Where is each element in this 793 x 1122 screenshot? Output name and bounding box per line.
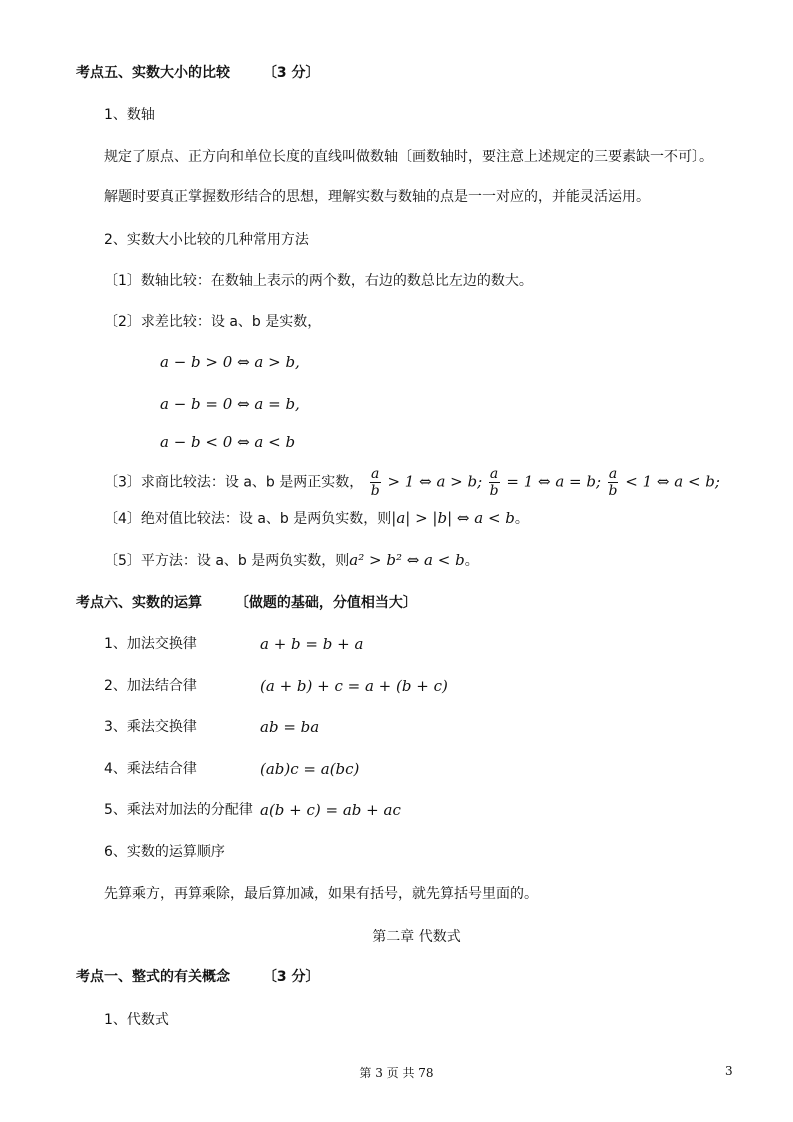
page-number: 3 bbox=[725, 1064, 733, 1078]
law-distributive: 5、乘法对加法的分配律 bbox=[104, 802, 253, 818]
law-multiplication-commutative: 3、乘法交换律 bbox=[104, 719, 197, 735]
formula-diff-zero: a − b = 0 ⇔ a = b, bbox=[160, 395, 300, 413]
method-1: 〔1〕数轴比较：在数轴上表示的两个数，右边的数总比左边的数大。 bbox=[104, 273, 533, 289]
law-multiplication-associative: 4、乘法结合律 bbox=[104, 761, 197, 777]
section-heading-k1 bbox=[76, 967, 320, 987]
item-number-line: 1、数轴 bbox=[104, 107, 155, 123]
quotient-greater: > 1 ⇔ a > b; bbox=[382, 472, 483, 491]
paragraph-operation-order: 先算乘方，再算乘除，最后算加减，如果有括号，就先算括号里面的。 bbox=[104, 886, 538, 902]
formula-absolute-value: |a| > |b| ⇔ a < b bbox=[391, 509, 515, 527]
item-operation-order: 6、实数的运算顺序 bbox=[104, 844, 225, 860]
paragraph-number-line-definition: 规定了原点、正方向和单位长度的直线叫做数轴〔画数轴时，要注意上述规定的三要素缺一不可〕。 bbox=[104, 149, 713, 165]
section-heading-text: 考点六、实数的运算 bbox=[76, 595, 202, 611]
method-3-text: 〔3〕求商比较法：设 a、b 是两正实数， bbox=[104, 474, 364, 491]
method-4-text: 〔4〕绝对值比较法：设 a、b 是两负实数，则 bbox=[104, 511, 392, 527]
method-3 bbox=[104, 466, 720, 499]
method-5: 〔5〕平方法：设 a、b 是两负实数，则a² > b² ⇔ a < b。 bbox=[104, 551, 479, 569]
formula-addition-commutative: a + b = b + a bbox=[260, 635, 364, 653]
formula-squares: a² > b² ⇔ a < b bbox=[349, 551, 465, 569]
section-score: 〔3 分〕 bbox=[262, 65, 320, 81]
method-2: 〔2〕求差比较：设 a、b 是实数， bbox=[104, 314, 322, 330]
quotient-less: < 1 ⇔ a < b; bbox=[620, 472, 720, 491]
formula-distributive: a(b + c) = ab + ac bbox=[260, 801, 401, 819]
chapter-title: 第二章 代数式 bbox=[372, 929, 461, 945]
quotient-equal: = 1 ⇔ a = b; bbox=[501, 472, 602, 491]
section-heading-5 bbox=[76, 63, 320, 83]
section-heading-text: 考点五、实数大小的比较 bbox=[76, 65, 230, 81]
formula-addition-associative: (a + b) + c = a + (b + c) bbox=[260, 677, 448, 695]
section-note: 〔做题的基础，分值相当大〕 bbox=[234, 595, 417, 611]
section-score: 〔3 分〕 bbox=[262, 969, 320, 985]
method-5-text: 〔5〕平方法：设 a、b 是两负实数，则 bbox=[104, 553, 350, 569]
fraction-a-over-b: $\frac{a}{b}$ bbox=[370, 466, 380, 499]
page-footer-counter: 第 3 页 共 78 bbox=[359, 1066, 434, 1080]
item-algebraic-expression: 1、代数式 bbox=[104, 1012, 169, 1028]
section-heading-6 bbox=[76, 593, 417, 613]
formula-multiplication-associative: (ab)c = a(bc) bbox=[260, 760, 360, 778]
law-addition-associative: 2、加法结合律 bbox=[104, 678, 197, 694]
law-addition-commutative: 1、加法交换律 bbox=[104, 636, 197, 652]
section-heading-text: 考点一、整式的有关概念 bbox=[76, 969, 230, 985]
formula-diff-negative: a − b < 0 ⇔ a < b bbox=[160, 433, 296, 451]
method-4: 〔4〕绝对值比较法：设 a、b 是两负实数，则|a| > |b| ⇔ a < b。 bbox=[104, 509, 529, 527]
formula-multiplication-commutative: ab = ba bbox=[260, 718, 320, 736]
fraction-a-over-b: $\frac{a}{b}$ bbox=[608, 466, 618, 499]
fraction-a-over-b: $\frac{a}{b}$ bbox=[489, 466, 499, 499]
formula-diff-positive: a − b > 0 ⇔ a > b, bbox=[160, 353, 300, 371]
item-compare-methods: 2、实数大小比较的几种常用方法 bbox=[104, 232, 309, 248]
paragraph-number-line-tip: 解题时要真正掌握数形结合的思想，理解实数与数轴的点是一一对应的，并能灵活运用。 bbox=[104, 189, 650, 205]
